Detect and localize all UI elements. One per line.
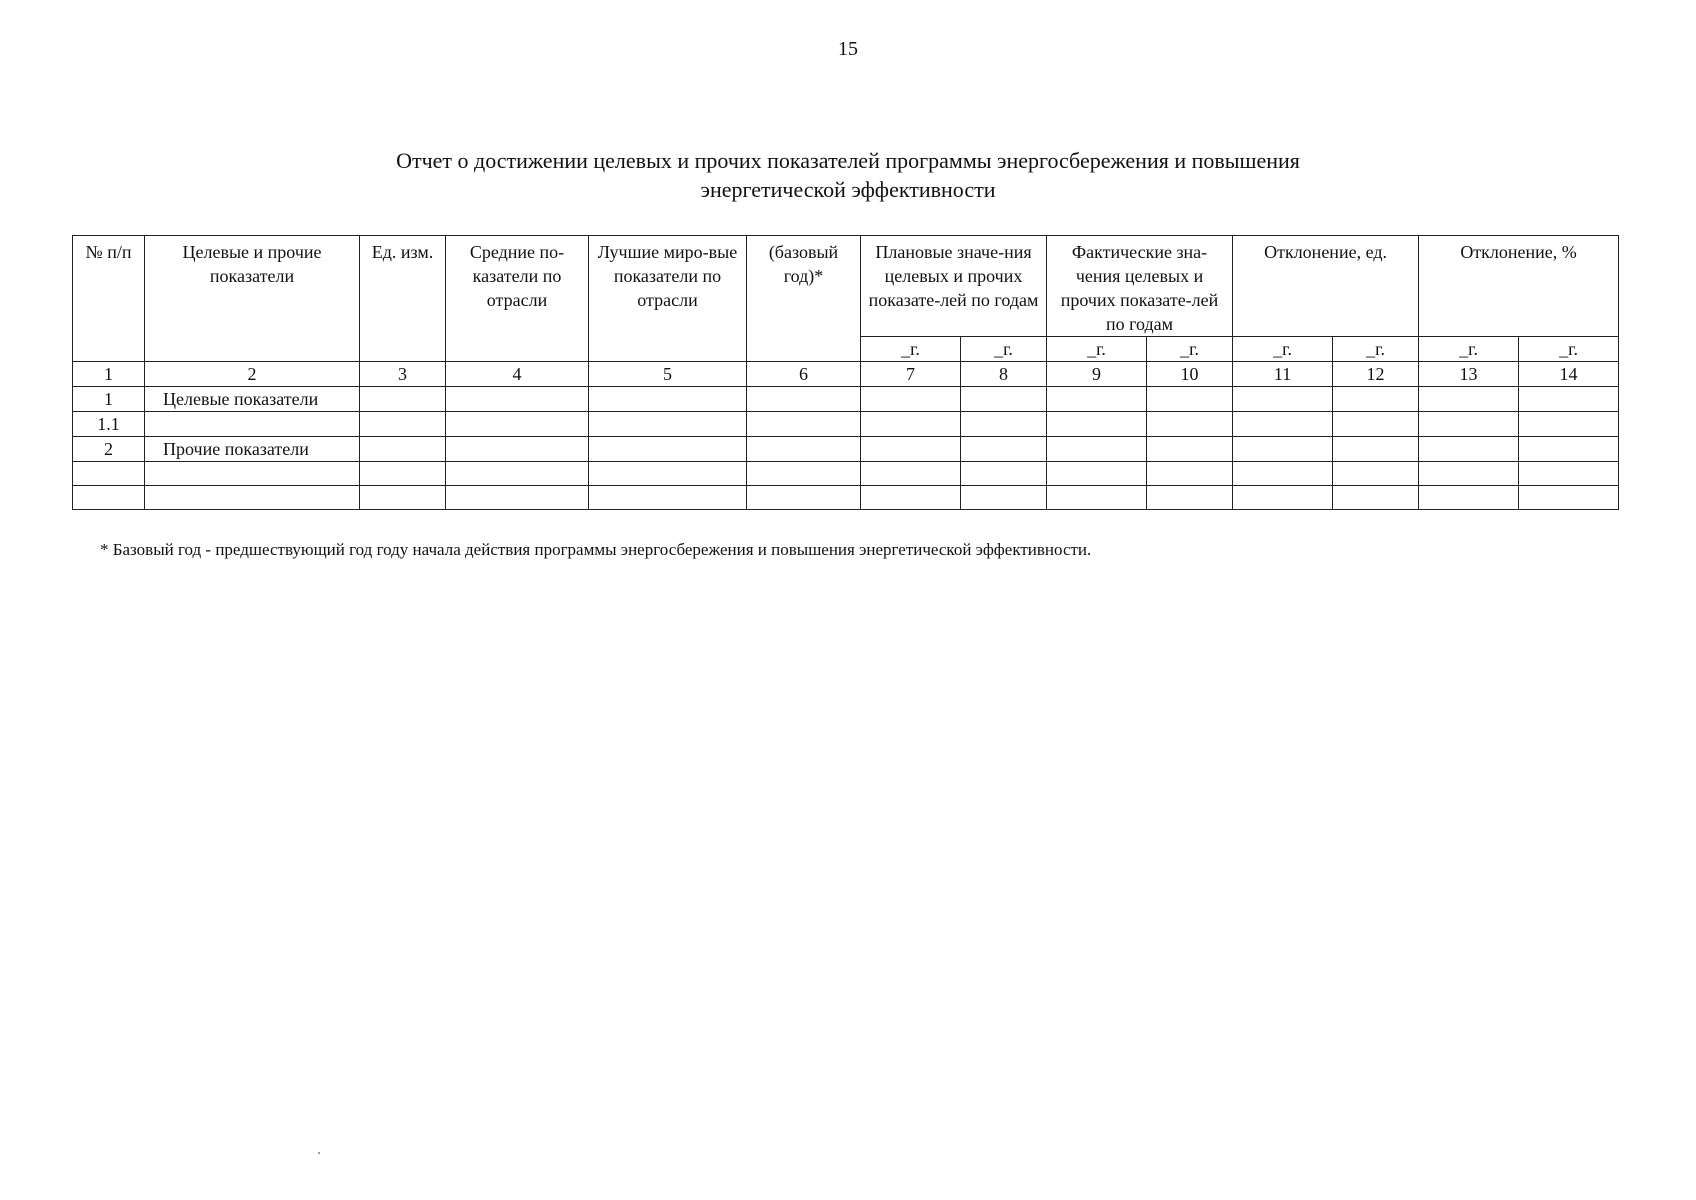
year-cell: _г. [1047,337,1147,362]
row-num: 1.1 [73,412,145,437]
table-cell [1147,486,1233,510]
table-row [73,462,1619,486]
table-cell [1047,387,1147,412]
table-row [73,387,1619,412]
table-cell [446,462,589,486]
header-fact: Фактические зна-чения целевых и прочих показате-лей по годам [1047,236,1233,337]
row-name: Прочие показатели [145,437,360,462]
table-cell [1047,437,1147,462]
header-avg: Средние по-казатели по отрасли [446,236,589,362]
row-num: 1 [73,387,145,412]
table-cell [589,437,747,462]
row-num: 2 [73,437,145,462]
table-cell [1233,462,1333,486]
column-number: 5 [589,362,747,387]
table-cell [360,437,446,462]
table-cell [1147,412,1233,437]
table-cell [747,437,861,462]
column-number: 13 [1419,362,1519,387]
table-cell [861,462,961,486]
table-cell [1419,437,1519,462]
row-num [73,462,145,486]
column-number: 10 [1147,362,1233,387]
table-cell [1233,486,1333,510]
column-number: 2 [145,362,360,387]
header-dev-pct: Отклонение, % [1419,236,1619,337]
table-cell [1233,387,1333,412]
table-cell [360,387,446,412]
row-name [145,462,360,486]
year-cell: _г. [1519,337,1619,362]
table-cell [961,437,1047,462]
table-cell [1519,437,1619,462]
table-cell [1333,412,1419,437]
table-cell [1233,412,1333,437]
year-cell: _г. [961,337,1047,362]
table-cell [589,412,747,437]
report-title-line-1: Отчет о достижении целевых и прочих показателей программы энергосбережения и повышения [396,148,1300,173]
year-cell: _г. [1419,337,1519,362]
column-number: 7 [861,362,961,387]
report-title-line-2: энергетической эффективности [700,177,996,202]
table-cell [1147,462,1233,486]
year-cell: _г. [1333,337,1419,362]
year-cell: _г. [861,337,961,362]
column-number: 11 [1233,362,1333,387]
table-cell [360,462,446,486]
table-cell [861,486,961,510]
table-cell [1333,437,1419,462]
column-number: 1 [73,362,145,387]
page-number: 15 [838,38,858,60]
year-cell: _г. [1147,337,1233,362]
footnote: * Базовый год - предшествующий год году начала действия программы энергосбережения и повышения энергетической эффективности. [100,540,1092,559]
table-cell [589,387,747,412]
table-cell [1233,437,1333,462]
table-cell [1519,412,1619,437]
table-cell [1419,486,1519,510]
scan-speck [318,1152,320,1154]
table-cell [589,486,747,510]
column-number: 4 [446,362,589,387]
table-cell [1333,387,1419,412]
report-table-container [72,235,1618,510]
table-cell [747,412,861,437]
table-cell [861,387,961,412]
table-row [73,412,1619,437]
table-cell [1333,486,1419,510]
row-name [145,486,360,510]
table-cell [446,437,589,462]
table-row [73,437,1619,462]
table-cell [1047,486,1147,510]
table-cell [1047,462,1147,486]
row-name [145,412,360,437]
row-name: Целевые показатели [145,387,360,412]
table-cell [1147,437,1233,462]
table-cell [961,387,1047,412]
table-header-row [73,236,1619,337]
table-cell [1519,387,1619,412]
header-indicators: Целевые и прочие показатели [145,236,360,362]
table-cell [961,462,1047,486]
table-cell [360,486,446,510]
table-cell [747,462,861,486]
table-cell [446,387,589,412]
table-cell [446,412,589,437]
table-cell [1333,462,1419,486]
table-cell [1047,412,1147,437]
header-best: Лучшие миро-вые показатели по отрасли [589,236,747,362]
table-cell [1519,486,1619,510]
table-cell [961,412,1047,437]
table-cell [1519,462,1619,486]
header-dev-units: Отклонение, ед. [1233,236,1419,337]
table-cell [1147,387,1233,412]
table-cell [446,486,589,510]
header-base-year: (базовый год)* [747,236,861,362]
report-title [0,146,1696,204]
header-num: № п/п [73,236,145,362]
report-table [72,235,1619,510]
table-cell [861,437,961,462]
table-cell [961,486,1047,510]
table-row [73,486,1619,510]
table-cell [1419,387,1519,412]
table-cell [360,412,446,437]
column-number: 12 [1333,362,1419,387]
column-number: 9 [1047,362,1147,387]
column-number: 3 [360,362,446,387]
table-cell [1419,412,1519,437]
table-cell [861,412,961,437]
header-plan: Плановые значе-ния целевых и прочих показате-лей по годам [861,236,1047,337]
table-cell [747,486,861,510]
column-number: 8 [961,362,1047,387]
table-cell [589,462,747,486]
header-unit: Ед. изм. [360,236,446,362]
row-num [73,486,145,510]
table-column-numbers-row [73,362,1619,387]
table-cell [1419,462,1519,486]
column-number: 6 [747,362,861,387]
table-cell [747,387,861,412]
column-number: 14 [1519,362,1619,387]
year-cell: _г. [1233,337,1333,362]
